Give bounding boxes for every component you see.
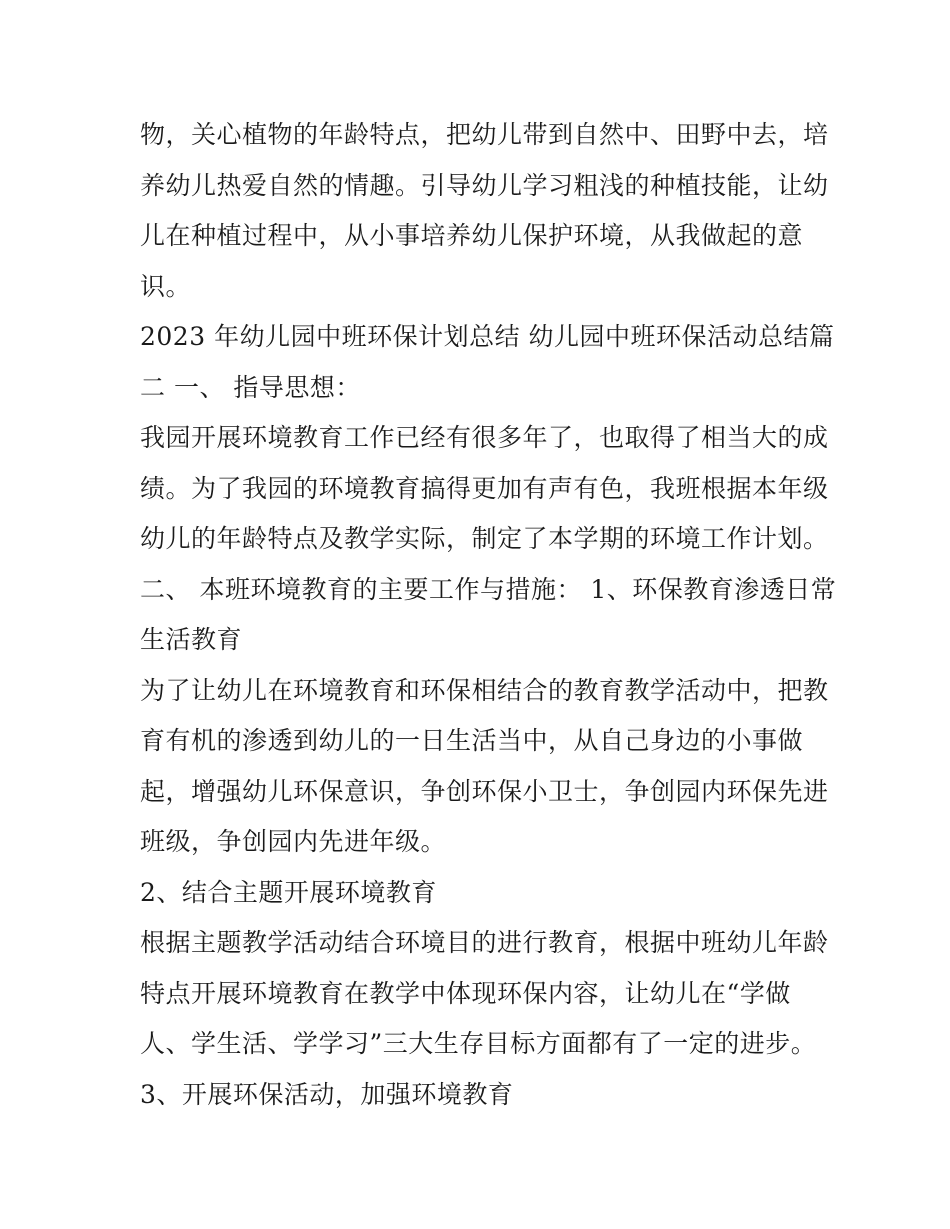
text-line: 幼儿的年龄特点及教学实际，制定了本学期的环境工作计划。 — [140, 524, 829, 553]
section-heading: 2023 年幼儿园中班环保计划总结 幼儿园中班环保活动总结篇 — [140, 322, 835, 351]
section-heading: 二 一、 指导思想： — [140, 372, 361, 402]
section-heading: 生活教育 — [140, 625, 243, 654]
text-line: 绩。为了我园的环境教育搞得更加有声有色，我班根据本年级 — [140, 473, 829, 503]
text-line: 识。 — [140, 271, 192, 301]
text-line: 养幼儿热爱自然的情趣。引导幼儿学习粗浅的种植技能，让幼 — [140, 170, 829, 200]
text-line: 特点开展环境教育在教学中体现环保内容，让幼儿在“学做 — [140, 978, 791, 1008]
text-line: 物，关心植物的年龄特点，把幼儿带到自然中、田野中去，培 — [140, 120, 829, 149]
section-heading: 2、结合主题开展环境教育 — [140, 877, 437, 907]
text-line: 起，增强幼儿环保意识，争创环保小卫士，争创园内环保先进 — [140, 776, 829, 806]
section-heading: 3、开展环保活动，加强环境教育 — [140, 1079, 514, 1109]
document-body — [140, 110, 837, 1120]
text-line: 儿在种植过程中，从小事培养幼儿保护环境，从我做起的意 — [140, 221, 804, 250]
text-line: 我园开展环境教育工作已经有很多年了，也取得了相当大的成 — [140, 423, 829, 452]
text-line: 班级，争创园内先进年级。 — [140, 827, 447, 856]
text-line: 人、学生活、学学习”三大生存目标方面都有了一定的进步。 — [140, 1029, 817, 1058]
text-line: 根据主题教学活动结合环境目的进行教育，根据中班幼儿年龄 — [140, 928, 829, 957]
section-heading: 二、 本班环境教育的主要工作与措施： 1、环保教育渗透日常 — [140, 574, 837, 604]
text-line: 为了让幼儿在环境教育和环保相结合的教育教学活动中，把教 — [140, 675, 829, 705]
text-line: 育有机的渗透到幼儿的一日生活当中，从自己身边的小事做 — [140, 726, 804, 755]
